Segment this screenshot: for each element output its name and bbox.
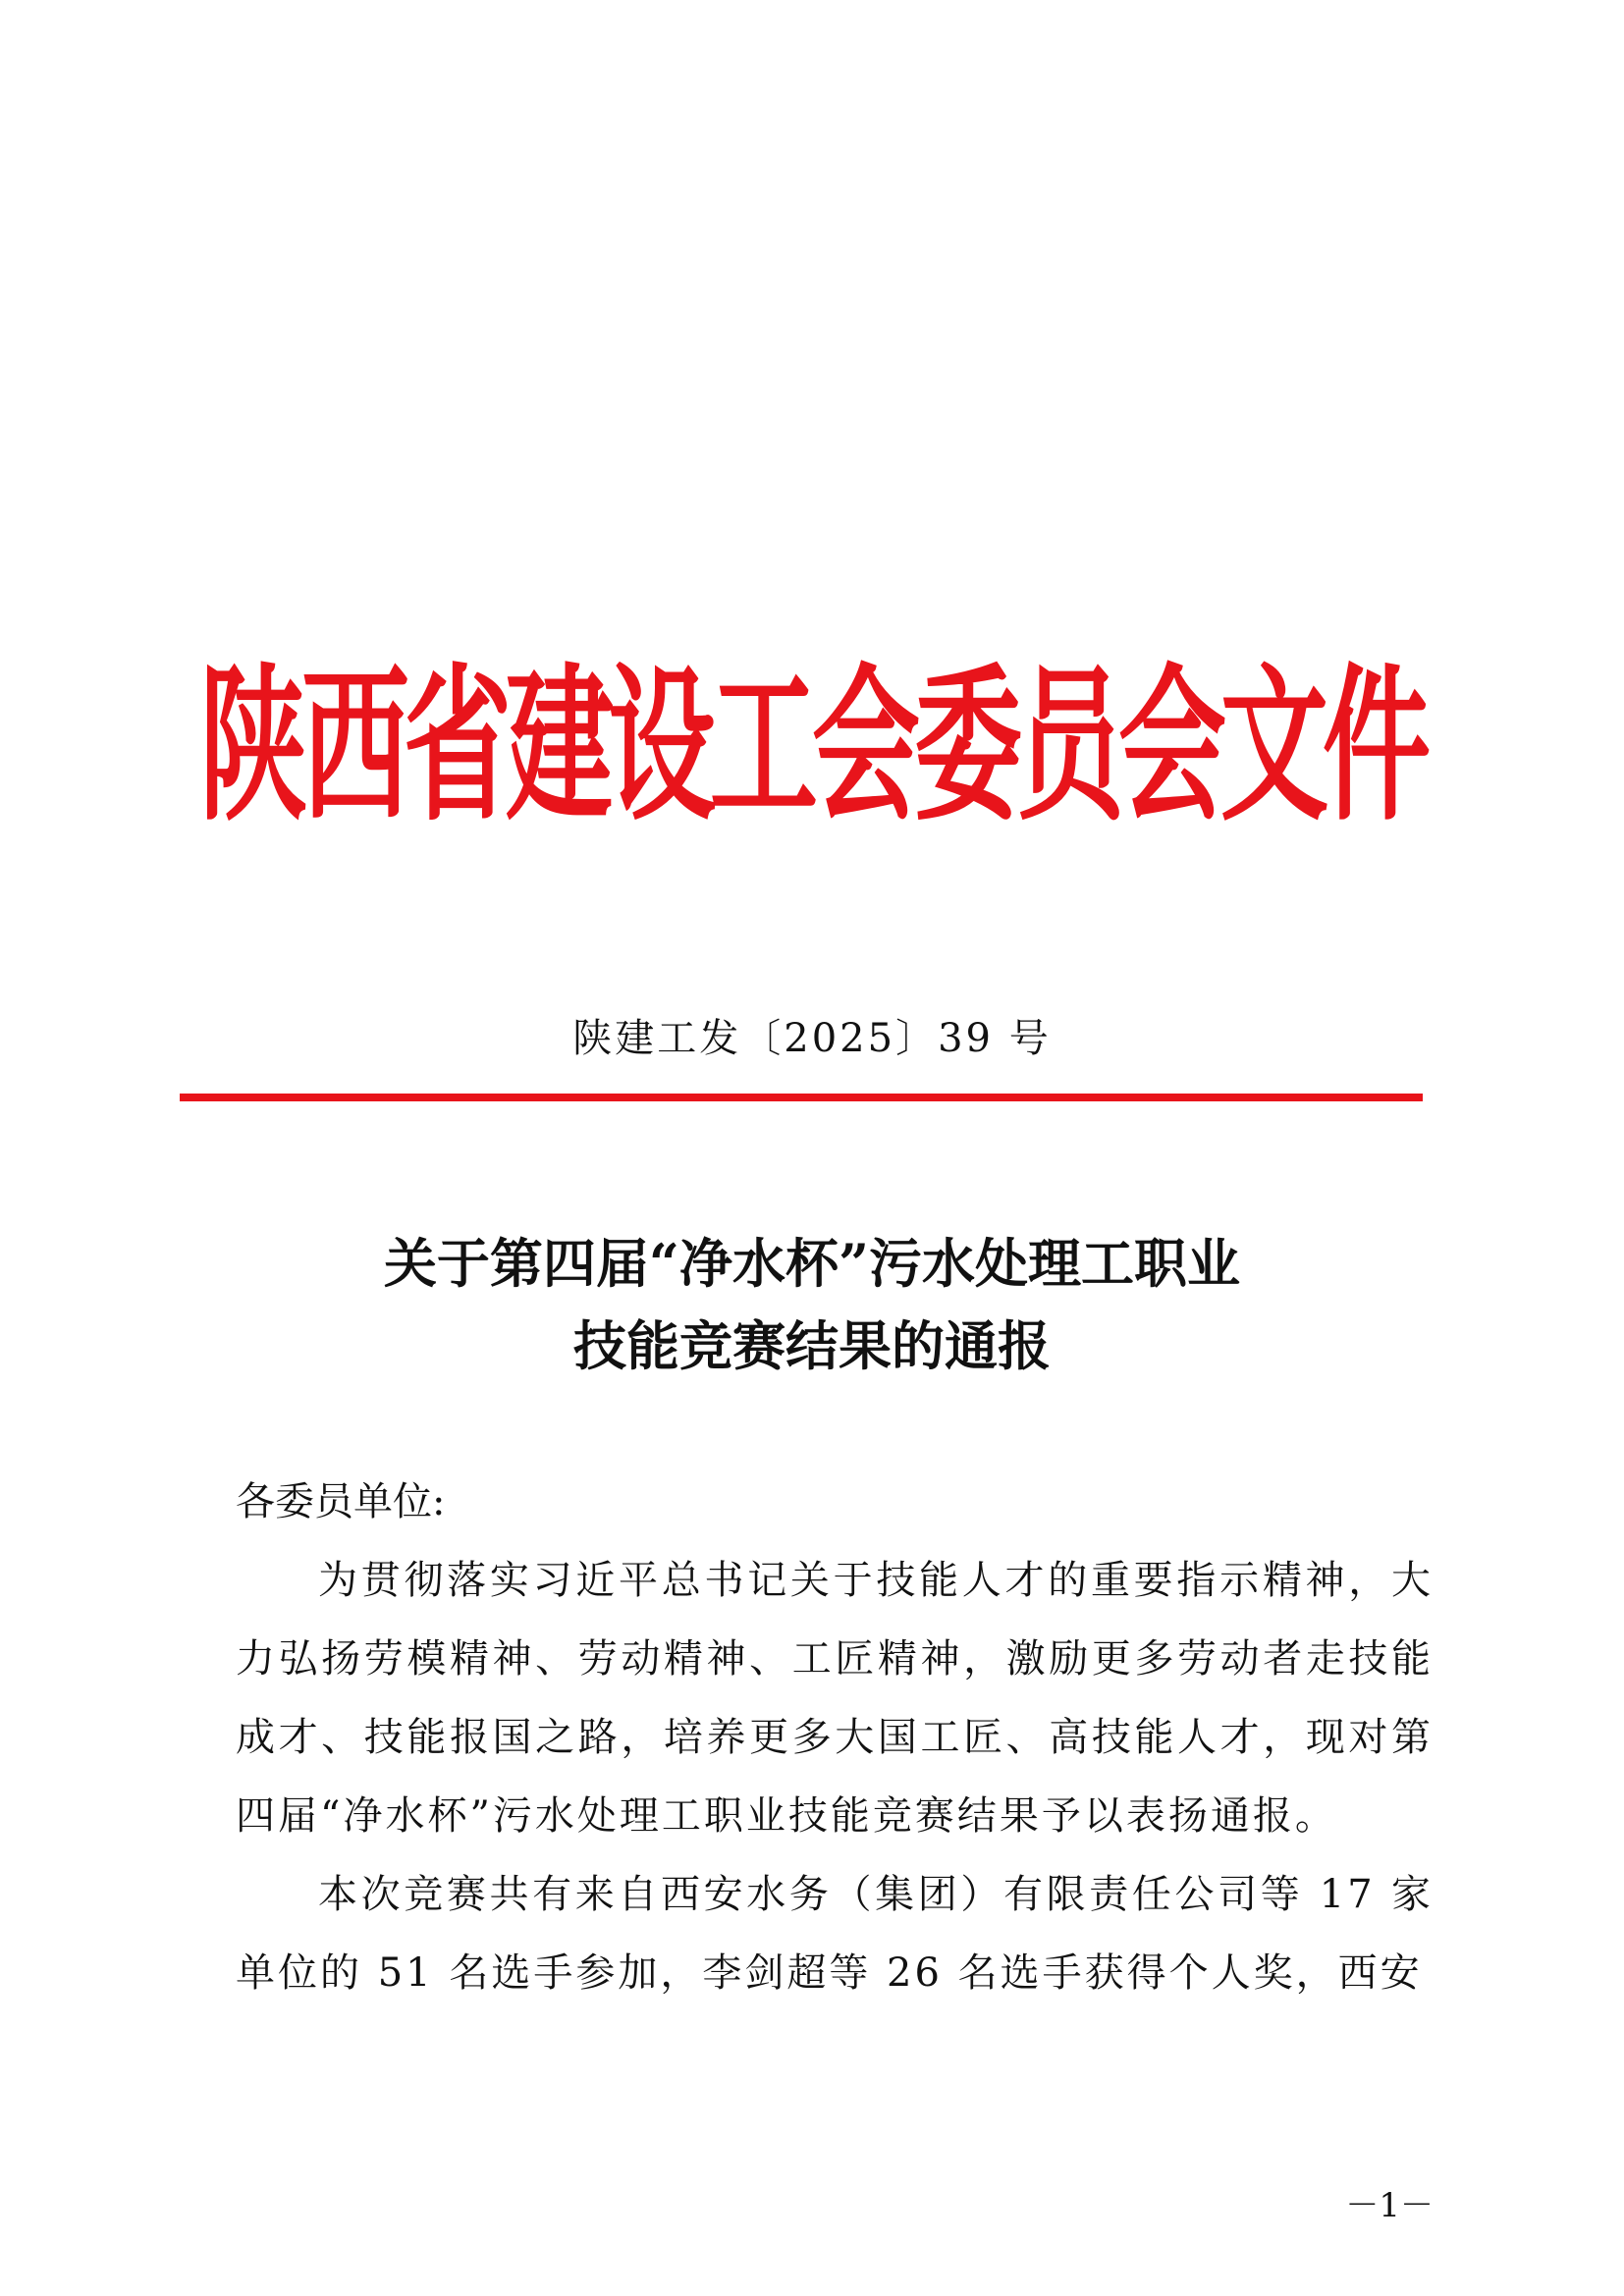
document-body xyxy=(236,1463,1434,2012)
paragraph-1: 为贯彻落实习近平总书记关于技能人才的重要指示精神，大力弘扬劳模精神、劳动精神、工匠精神，激励更多劳动者走技能成才、技能报国之路，培养更多大国工匠、高技能人才，现对第四届“净水杯”污水处理工职业技能竞赛结果予以表扬通报。 xyxy=(236,1558,1434,1839)
red-separator-line xyxy=(180,1094,1423,1101)
document-title xyxy=(0,1222,1624,1387)
salutation: 各委员单位: xyxy=(236,1479,446,1524)
document-masthead: 陕西省建设工会委员会文件 xyxy=(199,647,1425,844)
paragraph-2: 本次竞赛共有来自西安水务（集团）有限责任公司等 17 家单位的 51 名选手参加，李剑超等 26 名选手获得个人奖，西安 xyxy=(236,1872,1434,1996)
document-number: 陕建工发〔2025〕39 号 xyxy=(572,1016,1052,1061)
title-line-1: 关于第四届“净水杯”污水处理工职业 xyxy=(383,1232,1241,1295)
title-line-2: 技能竞赛结果的通报 xyxy=(573,1314,1051,1377)
page-number: －1－ xyxy=(1345,2186,1434,2225)
